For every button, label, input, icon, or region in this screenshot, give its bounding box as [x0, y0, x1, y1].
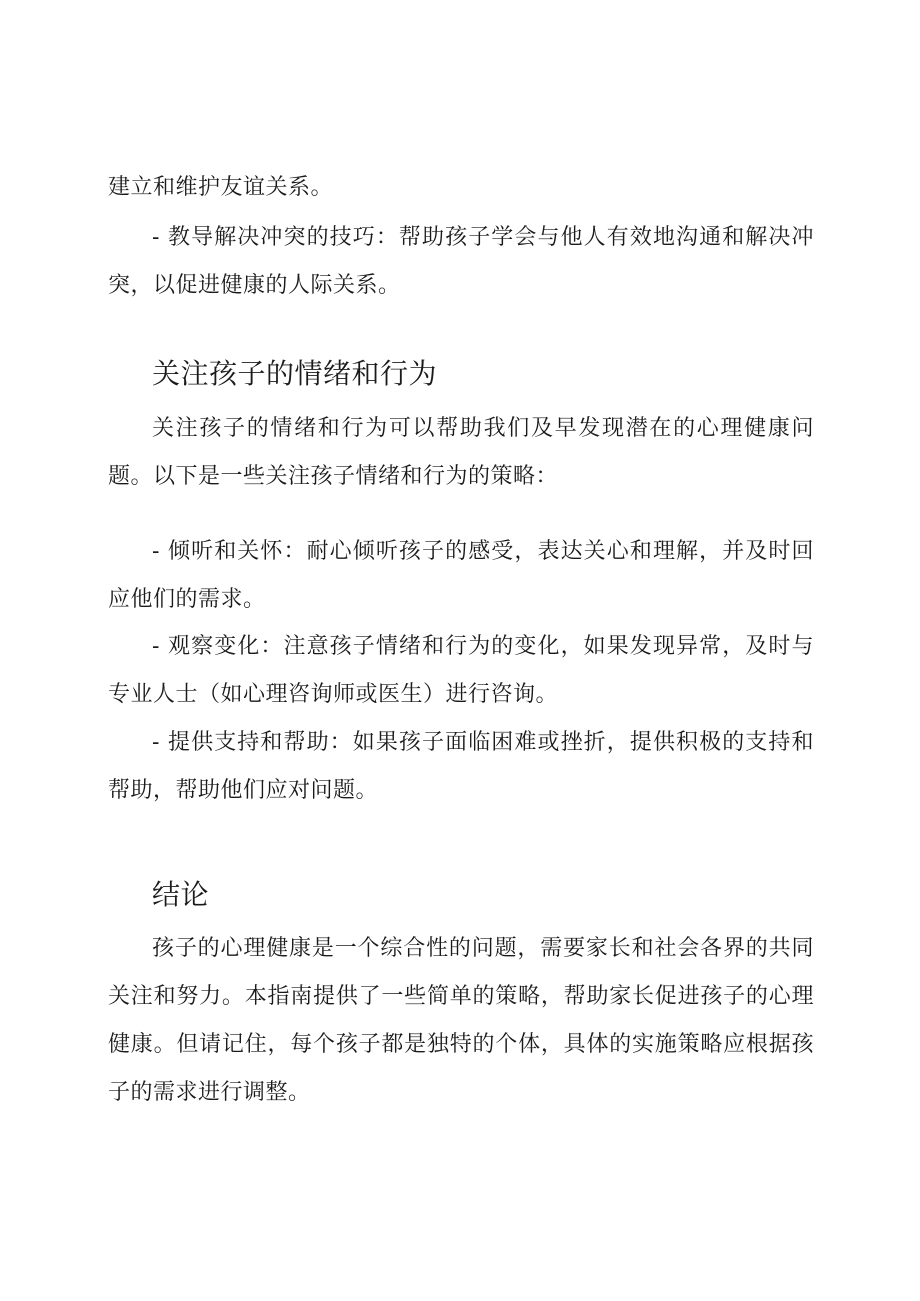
paragraph-friendship-continuation: 建立和维护友谊关系。 [108, 175, 334, 200]
bullet-conflict-skills: - 教导解决冲突的技巧：帮助孩子学会与他人有效地沟通和解决冲突，以促进健康的人际关系。 [108, 225, 814, 298]
section-heading-emotion-behavior: 关注孩子的情绪和行为 [152, 357, 438, 390]
bullet-provide-support: - 提供支持和帮助：如果孩子面临困难或挫折，提供积极的支持和帮助，帮助他们应对问题。 [108, 730, 814, 803]
paragraph-conclusion: 孩子的心理健康是一个综合性的问题，需要家长和社会各界的共同关注和努力。本指南提供了一些简单的策略，帮助家长促进孩子的心理健康。但请记住，每个孩子都是独特的个体，具体的实施策略应根据孩子的需求进行调整。 [108, 936, 814, 1105]
paragraph-emotion-intro: 关注孩子的情绪和行为可以帮助我们及早发现潜在的心理健康问题。以下是一些关注孩子情绪和行为的策略： [108, 416, 814, 489]
bullet-listen-care: - 倾听和关怀：耐心倾听孩子的感受，表达关心和理解，并及时回应他们的需求。 [108, 539, 814, 612]
section-heading-conclusion: 结论 [152, 878, 210, 911]
bullet-observe-changes: - 观察变化：注意孩子情绪和行为的变化，如果发现异常，及时与专业人士（如心理咨询师或医生）进行咨询。 [108, 634, 814, 707]
